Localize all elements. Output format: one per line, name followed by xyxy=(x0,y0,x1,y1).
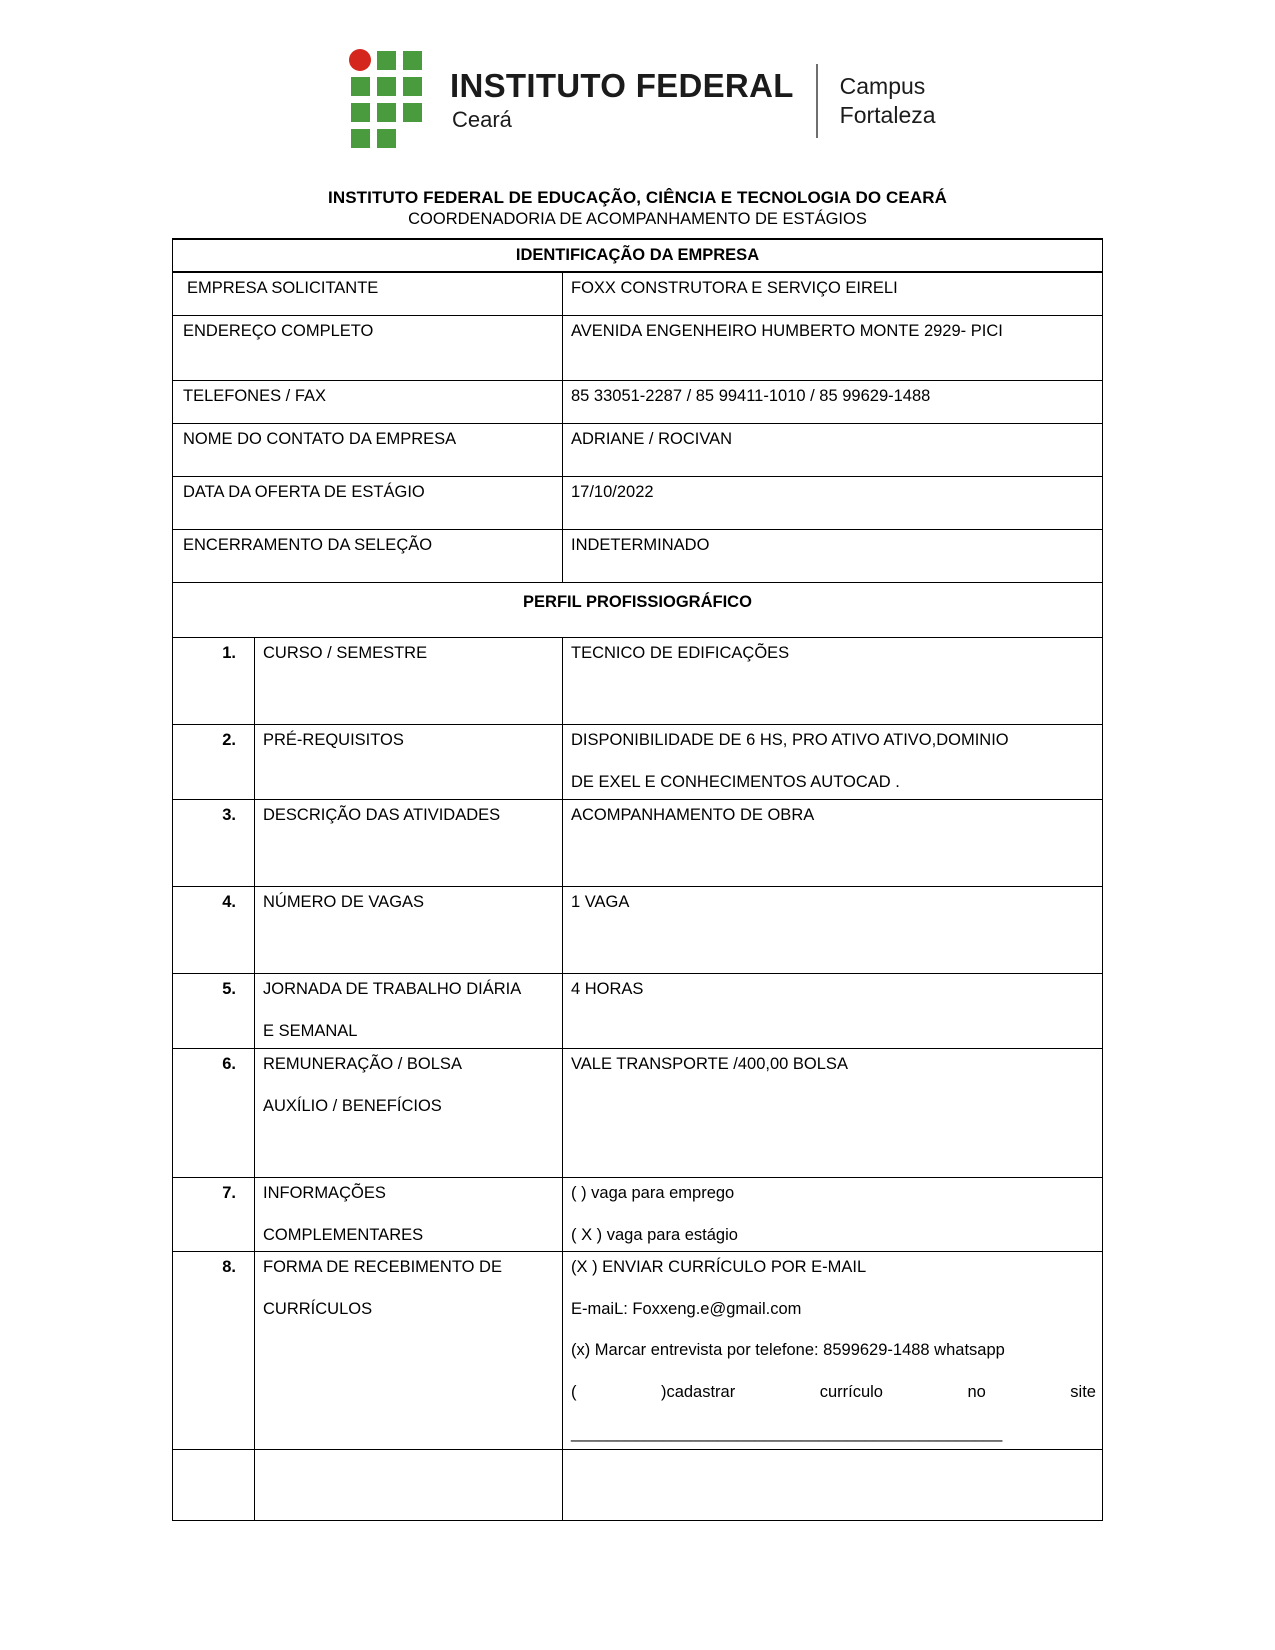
value-empresa-solicitante: FOXX CONSTRUTORA E SERVIÇO EIRELI xyxy=(562,272,1102,316)
profile-value-forma-recebimento xyxy=(562,1252,1102,1450)
label-telefones-fax: TELEFONES / FAX xyxy=(172,381,562,424)
table-row xyxy=(172,1252,1102,1450)
email-address: E-maiL: Foxxeng.e@gmail.com xyxy=(570,1299,802,1318)
cadastrar-word: )cadastrar xyxy=(660,1382,736,1401)
informacoes-line-1: INFORMAÇÕES xyxy=(262,1184,386,1203)
heading-department: COORDENADORIA DE ACOMPANHAMENTO DE ESTÁGIOS xyxy=(408,210,867,228)
profile-value-descricao-atividades: ACOMPANHAMENTO DE OBRA xyxy=(562,800,1102,887)
table-row xyxy=(172,974,1102,1049)
value-nome-contato: ADRIANE / ROCIVAN xyxy=(562,424,1102,477)
profile-value-pre-requisitos xyxy=(562,725,1102,800)
pre-requisitos-line-1: DISPONIBILIDADE DE 6 HS, PRO ATIVO ATIVO,DOMINIO xyxy=(570,731,1009,750)
checkbox-vaga-estagio[interactable]: ( X ) vaga para estágio xyxy=(570,1225,738,1244)
remuneracao-line-2: AUXÍLIO / BENEFÍCIOS xyxy=(262,1096,442,1115)
site-blank-line: _______________________________________________ xyxy=(570,1423,1003,1442)
campus-block xyxy=(840,72,936,130)
profile-field-numero-vagas: NÚMERO DE VAGAS xyxy=(254,887,562,974)
profile-num-1: 1. xyxy=(172,638,254,725)
profile-value-numero-vagas: 1 VAGA xyxy=(562,887,1102,974)
pre-requisitos-line-2: DE EXEL E CONHECIMENTOS AUTOCAD . xyxy=(570,772,900,791)
profile-num-5: 5. xyxy=(172,974,254,1049)
section-band-profile: PERFIL PROFISSIOGRÁFICO xyxy=(172,583,1102,638)
profile-field-informacoes-complementares xyxy=(254,1178,562,1252)
value-data-oferta: 17/10/2022 xyxy=(562,477,1102,530)
label-empresa-solicitante: EMPRESA SOLICITANTE xyxy=(172,272,562,316)
table-row xyxy=(172,272,1102,316)
table-row xyxy=(172,1049,1102,1178)
profile-value-curso-semestre: TECNICO DE EDIFICAÇÕES xyxy=(562,638,1102,725)
heading-institution: INSTITUTO FEDERAL DE EDUCAÇÃO, CIÊNCIA E TECNOLOGIA DO CEARÁ xyxy=(328,188,947,207)
table-row xyxy=(172,239,1102,272)
profile-field-remuneracao xyxy=(254,1049,562,1178)
table-row xyxy=(172,887,1102,974)
forma-recebimento-line-1: FORMA DE RECEBIMENTO DE xyxy=(262,1258,502,1277)
campus-label: Campus xyxy=(839,73,926,100)
profile-value-informacoes-complementares xyxy=(562,1178,1102,1252)
value-encerramento-selecao: INDETERMINADO xyxy=(562,530,1102,583)
internship-offer-table xyxy=(172,238,1103,1521)
label-nome-contato: NOME DO CONTATO DA EMPRESA xyxy=(172,424,562,477)
profile-field-descricao-atividades: DESCRIÇÃO DAS ATIVIDADES xyxy=(254,800,562,887)
table-row xyxy=(172,424,1102,477)
profile-num-7: 7. xyxy=(172,1178,254,1252)
profile-field-forma-recebimento xyxy=(254,1252,562,1450)
table-row xyxy=(172,477,1102,530)
profile-num-3: 3. xyxy=(172,800,254,887)
profile-field-jornada-trabalho xyxy=(254,974,562,1049)
profile-value-jornada-trabalho: 4 HORAS xyxy=(562,974,1102,1049)
table-row xyxy=(172,1178,1102,1252)
value-endereco-completo: AVENIDA ENGENHEIRO HUMBERTO MONTE 2929- PICI xyxy=(562,316,1102,381)
table-row xyxy=(172,530,1102,583)
trailing-blank-num xyxy=(172,1450,254,1521)
curriculo-word: currículo xyxy=(819,1382,883,1401)
trailing-blank-field xyxy=(254,1450,562,1521)
forma-recebimento-line-2: CURRÍCULOS xyxy=(262,1299,373,1318)
jornada-line-1: JORNADA DE TRABALHO DIÁRIA xyxy=(262,980,522,999)
profile-value-remuneracao: VALE TRANSPORTE /400,00 BOLSA xyxy=(562,1049,1102,1178)
document-heading xyxy=(0,188,1275,229)
institute-name: INSTITUTO FEDERAL xyxy=(450,67,794,105)
profile-num-4: 4. xyxy=(172,887,254,974)
table-row xyxy=(172,1450,1102,1521)
profile-field-pre-requisitos: PRÉ-REQUISITOS xyxy=(254,725,562,800)
checkbox-cadastrar-site[interactable] xyxy=(571,1381,1096,1404)
profile-num-2: 2. xyxy=(172,725,254,800)
trailing-blank-value xyxy=(562,1450,1102,1521)
informacoes-line-2: COMPLEMENTARES xyxy=(262,1225,424,1244)
site-word: site xyxy=(1070,1382,1096,1401)
profile-num-6: 6. xyxy=(172,1049,254,1178)
no-word: no xyxy=(967,1382,986,1401)
profile-field-curso-semestre: CURSO / SEMESTRE xyxy=(254,638,562,725)
institute-state: Ceará xyxy=(452,106,512,132)
logo-divider xyxy=(816,64,818,138)
label-endereco-completo: ENDEREÇO COMPLETO xyxy=(172,316,562,381)
table-row xyxy=(172,800,1102,887)
jornada-line-2: E SEMANAL xyxy=(262,1021,358,1040)
checkbox-enviar-curriculo-email[interactable]: (X ) ENVIAR CURRÍCULO POR E-MAIL xyxy=(570,1258,867,1277)
table-row xyxy=(172,638,1102,725)
table-row xyxy=(172,316,1102,381)
instituto-federal-logo-icon xyxy=(340,46,428,156)
remuneracao-line-1: REMUNERAÇÃO / BOLSA xyxy=(262,1055,462,1074)
table-row xyxy=(172,583,1102,638)
checkbox-vaga-emprego[interactable]: ( ) vaga para emprego xyxy=(570,1184,735,1203)
profile-num-8: 8. xyxy=(172,1252,254,1450)
campus-name: Fortaleza xyxy=(839,102,936,128)
label-data-oferta: DATA DA OFERTA DE ESTÁGIO xyxy=(172,477,562,530)
label-encerramento-selecao: ENCERRAMENTO DA SELEÇÃO xyxy=(172,530,562,583)
table-row xyxy=(172,725,1102,800)
institution-logo xyxy=(0,0,1275,130)
table-row xyxy=(172,381,1102,424)
logo-wordmark xyxy=(450,64,936,138)
value-telefones-fax: 85 33051-2287 / 85 99411-1010 / 85 99629-1488 xyxy=(562,381,1102,424)
cadastrar-open-paren: ( xyxy=(570,1382,577,1401)
section-band-company: IDENTIFICAÇÃO DA EMPRESA xyxy=(172,239,1102,272)
checkbox-marcar-entrevista[interactable]: (x) Marcar entrevista por telefone: 8599629-1488 whatsapp xyxy=(570,1341,1005,1360)
